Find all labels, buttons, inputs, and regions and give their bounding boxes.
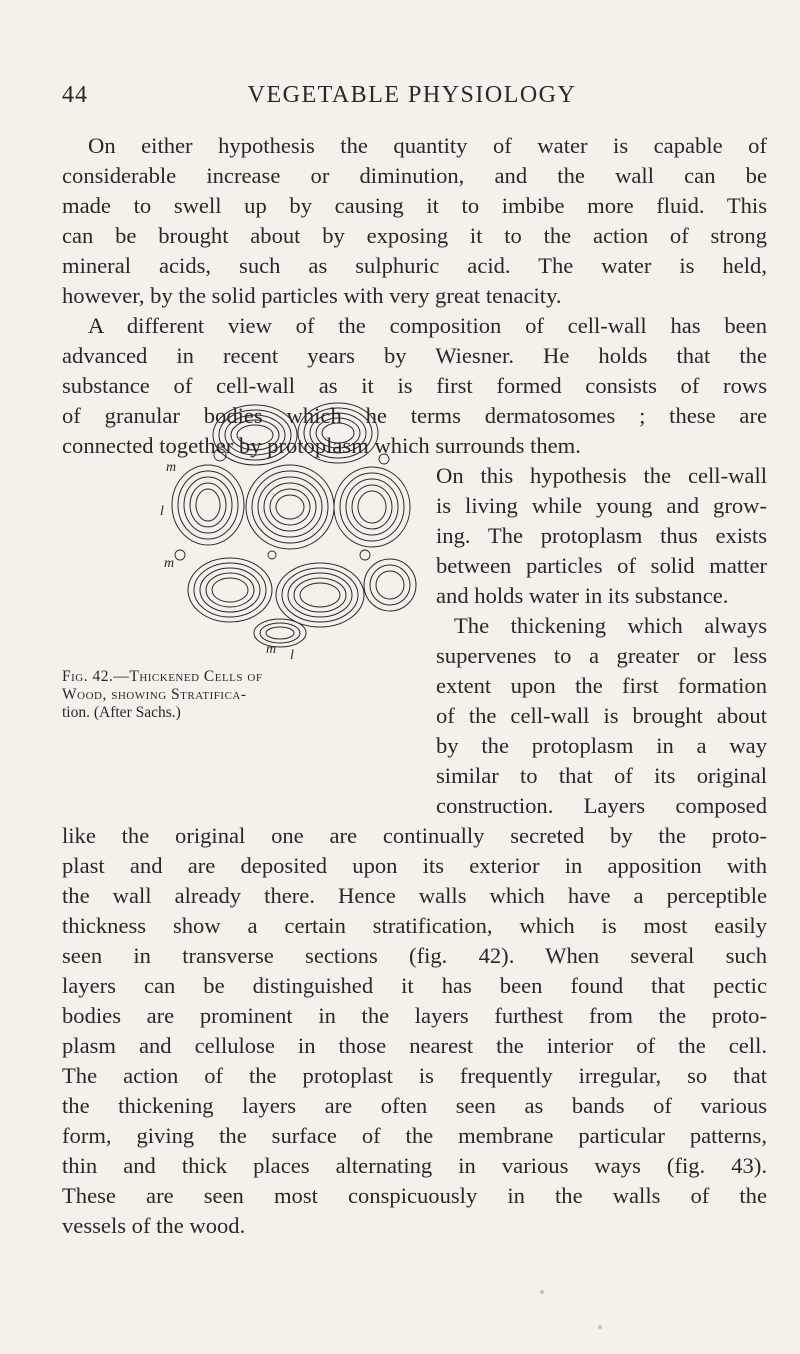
page-number: 44 — [62, 82, 88, 108]
body-line: form, giving the surface of the membrane particular patterns, — [62, 1123, 767, 1148]
label-m-top: m — [166, 460, 177, 475]
side-line: ing. The protoplasm thus exists — [436, 523, 767, 548]
side-line: The thickening which always — [454, 613, 767, 638]
side-line: similar to that of its original — [436, 763, 767, 788]
side-line: construction. Layers composed — [436, 793, 767, 818]
body-line: On either hypothesis the quantity of water is capable of — [88, 133, 767, 158]
body-line: layers can be distinguished it has been found that pectic — [62, 973, 767, 998]
body-line: The action of the protoplast is frequently irregular, so that — [62, 1063, 767, 1088]
body-line: thickness show a certain stratification, which is most easily — [62, 913, 767, 938]
side-line: is living while young and grow- — [436, 493, 767, 518]
paper-speck — [598, 1325, 602, 1329]
body-line: however, by the solid particles with very great tenacity. — [62, 283, 562, 308]
body-line: These are seen most conspicuously in the walls of the — [62, 1183, 767, 1208]
side-line: between particles of solid matter — [436, 553, 767, 578]
body-line: can be brought about by exposing it to the action of strong — [62, 223, 767, 248]
cell-9 — [254, 619, 306, 647]
body-line: substance of cell-wall as it is first formed consists of rows — [62, 373, 767, 398]
cell-6 — [188, 558, 272, 622]
body-line: the wall already there. Hence walls which have a perceptible — [62, 883, 767, 908]
cell-2 — [298, 403, 378, 463]
cell-7 — [276, 563, 364, 627]
cell-3 — [172, 465, 244, 545]
cell-8 — [364, 559, 416, 611]
side-line: and holds water in its substance. — [436, 583, 729, 608]
body-line: bodies are prominent in the layers furthest from the proto- — [62, 1003, 767, 1028]
cell-4 — [246, 465, 334, 549]
body-line: connected together by protoplasm which surrounds them. — [62, 433, 581, 458]
running-head — [62, 82, 762, 122]
figure-caption-line: Wood, showing Stratifica- — [62, 686, 247, 703]
body-line: made to swell up by causing it to imbibe more fluid. This — [62, 193, 767, 218]
body-line: of granular bodies which he terms dermatosomes ; these are — [62, 403, 767, 428]
body-line: A different view of the composition of cell-wall has been — [88, 313, 767, 338]
label-l-left: l — [160, 504, 164, 519]
label-m-left: m — [164, 556, 175, 571]
side-line: of the cell-wall is brought about — [436, 703, 767, 728]
side-line: extent upon the first formation — [436, 673, 767, 698]
body-line: mineral acids, such as sulphuric acid. The water is held, — [62, 253, 767, 278]
body-line: thin and thick places alternating in various ways (fig. 43). — [62, 1153, 767, 1178]
body-line: plasm and cellulose in those nearest the interior of the cell. — [62, 1033, 767, 1058]
body-line: like the original one are continually secreted by the proto- — [62, 823, 767, 848]
body-line: seen in transverse sections (fig. 42). When several such — [62, 943, 767, 968]
body-line: vessels of the wood. — [62, 1213, 246, 1238]
cell-5 — [334, 467, 410, 547]
paper-speck — [540, 1290, 544, 1294]
body-line: advanced in recent years by Wiesner. He holds that the — [62, 343, 767, 368]
figure-thickened-cells — [160, 395, 430, 660]
side-line: supervenes to a greater or less — [436, 643, 767, 668]
side-line: On this hypothesis the cell-wall — [436, 463, 767, 488]
body-line: the thickening layers are often seen as bands of various — [62, 1093, 767, 1118]
label-l-bottom: l — [290, 648, 294, 660]
side-line: by the protoplasm in a way — [436, 733, 767, 758]
label-m-bottom: m — [266, 642, 277, 657]
running-title: VEGETABLE PHYSIOLOGY — [247, 82, 577, 108]
body-line: considerable increase or diminution, and the wall can be — [62, 163, 767, 188]
figure-caption-line: tion. (After Sachs.) — [62, 704, 181, 721]
figure-caption-line: Fig. 42.—Thickened Cells of — [62, 668, 263, 685]
body-line: plast and are deposited upon its exterior in apposition with — [62, 853, 767, 878]
